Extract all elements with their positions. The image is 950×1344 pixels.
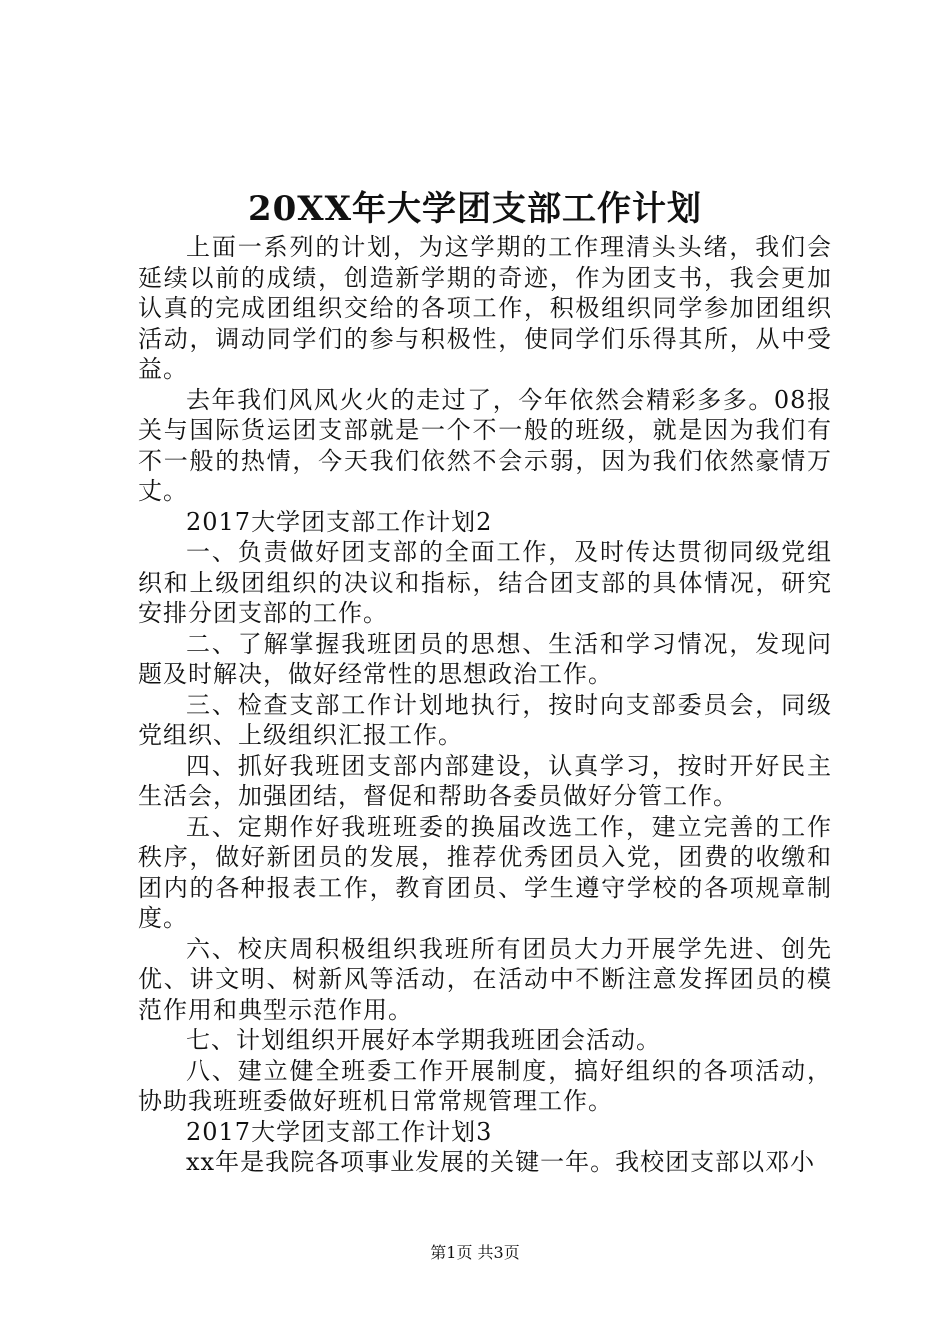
paragraph-item-5: 五、定期作好我班班委的换届改选工作，建立完善的工作秩序，做好新团员的发展，推荐优秀团员入党，团费的收缴和团内的各种报表工作，教育团员、学生遵守学校的各项规章制度。 [138,812,832,932]
paragraph-item-7: 七、计划组织开展好本学期我班团会活动。 [186,1026,661,1054]
paragraph-item-3: 三、检查支部工作计划地执行，按时向支部委员会，同级党组织、上级组织汇报工作。 [138,690,832,749]
page-footer: 第1页 共3页 [430,1243,520,1262]
paragraph-item-2: 二、了解掌握我班团员的思想、生活和学习情况，发现问题及时解决，做好经常性的思想政治工作。 [138,629,832,688]
paragraph-item-1: 一、负责做好团支部的全面工作，及时传达贯彻同级党组织和上级团组织的决议和指标，结合团支部的具体情况，研究安排分团支部的工作。 [138,538,832,627]
document-title: 20XX年大学团支部工作计划 [247,189,703,229]
paragraph-3: xx年是我院各项事业发展的关键一年。我校团支部以邓小 [186,1148,816,1176]
document-body [138,232,832,1178]
paragraph-2: 去年我们风风火火的走过了，今年依然会精彩多多。08报关与国际货运团支部就是一个不一般的班级，就是因为我们有不一般的热情，今天我们依然不会示弱，因为我们依然豪情万丈。 [138,385,832,505]
section-heading-2: 2017大学团支部工作计划2 [186,507,493,536]
paragraph-item-4: 四、抓好我班团支部内部建设，认真学习，按时开好民主生活会，加强团结，督促和帮助各委员做好分管工作。 [138,751,832,810]
section-heading-3: 2017大学团支部工作计划3 [186,1117,493,1146]
paragraph-item-8: 八、建立健全班委工作开展制度，搞好组织的各项活动，协助我班班委做好班机日常常规管理工作。 [138,1056,832,1115]
paragraph-1: 上面一系列的计划，为这学期的工作理清头头绪，我们会延续以前的成绩，创造新学期的奇迹，作为团支书，我会更加认真的完成团组织交给的各项工作，积极组织同学参加团组织活动，调动同学们的参与积极性，使同学们乐得其所，从中受益。 [138,233,832,383]
paragraph-item-6: 六、校庆周积极组织我班所有团员大力开展学先进、创先优、讲文明、树新风等活动，在活动中不断注意发挥团员的模范作用和典型示范作用。 [138,934,832,1024]
